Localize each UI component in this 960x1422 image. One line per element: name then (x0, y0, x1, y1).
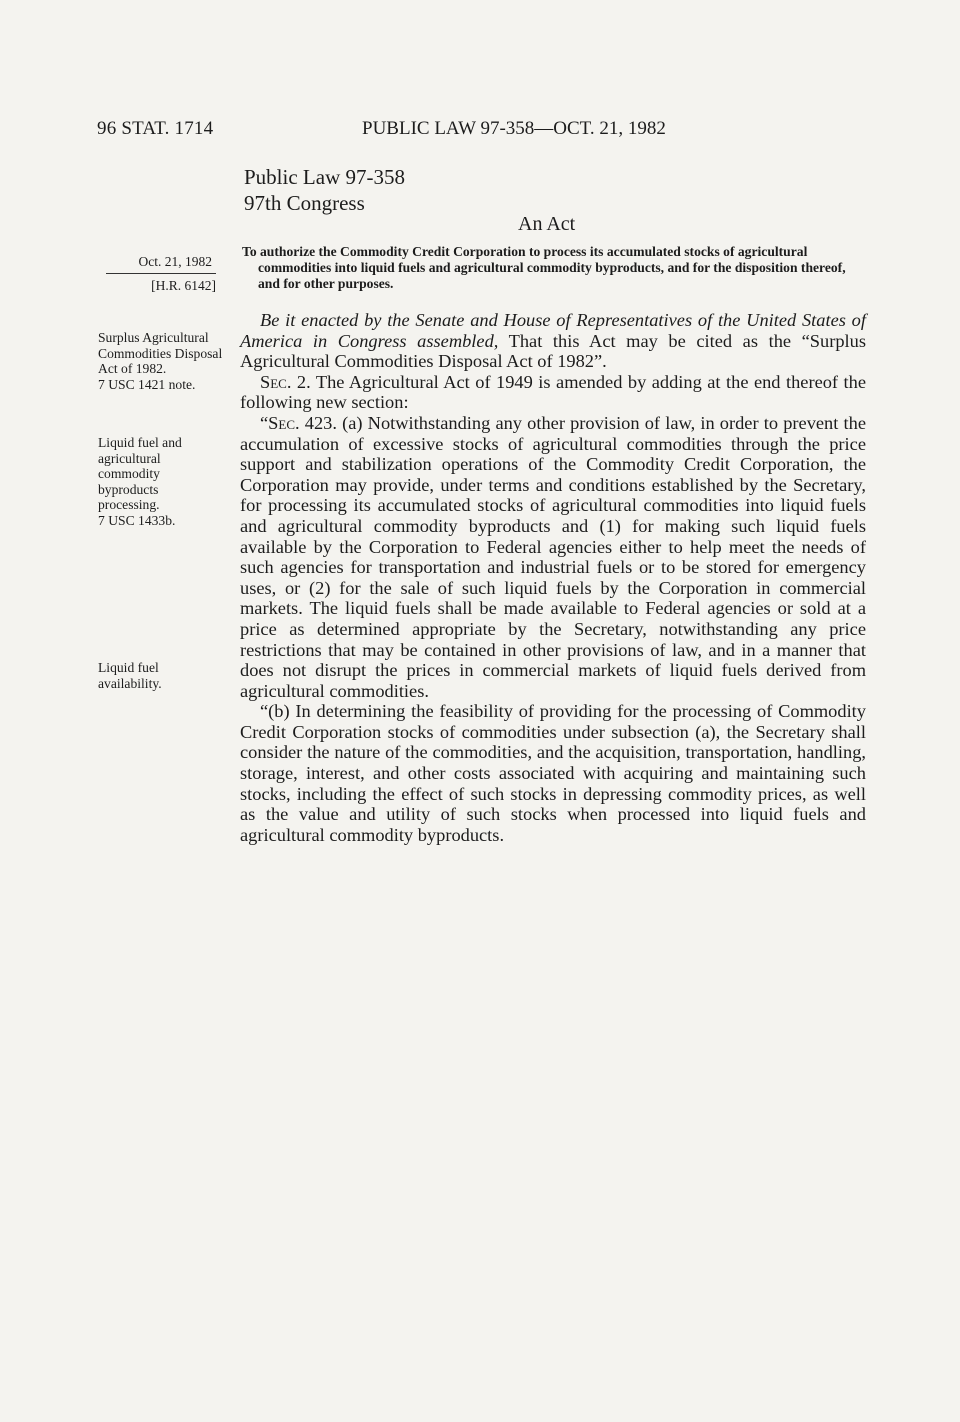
section-2 (240, 372, 866, 413)
act-body (240, 310, 866, 845)
section-423-a-text: (a) Notwithstanding any other provision of law, in order to prevent the accumulation of excessive stocks of agricultural commodities through the price support and stabilization operations of the Commodity Credit Corporation, the Corporation may provide, under terms and conditions established by the Secretary, for processing its accumulated stocks of agricultural commodities into liquid fuels and agricultural commodity byproducts and (1) for making such liquid fuels available by the Corporation to Federal agencies either to help meet the needs of such agencies for transportation and industrial fuels or to be stored for emergency uses, or (2) for the sale of such liquid fuels by the Corporation in commercial markets. The liquid fuels shall be made available to Federal agencies or sold at a price as determined appropriate by the Secretary, notwithstanding any price restrictions that may be contained in other provisions of law, and in a manner that does not disrupt the prices in commercial markets of liquid fuels derived from agricultural commodities. (240, 412, 866, 701)
enactment-date-box (106, 254, 216, 294)
enacting-clause: Be it enacted by the Senate and House of Representatives of the United States of America in Congress assembled, (240, 310, 866, 351)
short-title-text: That this Act may be cited as the “Surplus Agricultural Commodities Disposal Act of 1982”. (240, 330, 866, 372)
margin-note-cite: 7 USC 1421 note. (98, 376, 196, 392)
section-423-a (240, 413, 866, 701)
section-2-label: Sec. 2. (260, 371, 311, 392)
enacting-paragraph (240, 310, 866, 372)
act-label: An Act (518, 213, 576, 235)
purpose-text: To authorize the Commodity Credit Corporation to process its accumulated stocks of agricultural commodities into liquid fuels and agricultural commodity byproducts, and for the disposition thereof, and for other purposes. (242, 244, 846, 291)
bill-number: [H.R. 6142] (151, 278, 216, 293)
law-heading (244, 164, 405, 216)
congress-number: 97th Congress (244, 191, 365, 215)
margin-note-short-title (98, 330, 223, 392)
stat-citation: 96 STAT. 1714 (97, 118, 214, 139)
margin-note-availability (98, 660, 223, 696)
enactment-date: Oct. 21, 1982 (106, 254, 216, 274)
running-title: PUBLIC LAW 97-358—OCT. 21, 1982 (362, 118, 666, 139)
margin-note-title: Liquid fuel availability. (98, 660, 162, 691)
section-423-b (240, 701, 866, 845)
section-423-label: “Sec. 423. (260, 412, 337, 433)
margin-note-processing (98, 435, 223, 528)
purpose-clause (242, 244, 867, 292)
section-2-text: The Agricultural Act of 1949 is amended by adding at the end thereof the following new section: (240, 371, 866, 413)
margin-note-cite: 7 USC 1433b. (98, 512, 176, 528)
margin-note-title: Liquid fuel and agricultural commodity byproducts processing. (98, 435, 182, 512)
margin-note-title: Surplus Agricultural Commodities Disposal Act of 1982. (98, 330, 223, 376)
public-law-number: Public Law 97-358 (244, 165, 405, 189)
section-423-b-text: “(b) In determining the feasibility of providing for the processing of Commodity Credit Corporation stocks of commodities under subsection (a), the Secretary shall consider the nature of the commodities, and the acquisition, transportation, handling, storage, interest, and other costs associated with acquiring and maintaining such stocks, including the effect of such stocks in depressing commodity prices, as well as the value and utility of such stocks when processed into liquid fuels and agricultural commodity byproducts. (240, 701, 866, 845)
